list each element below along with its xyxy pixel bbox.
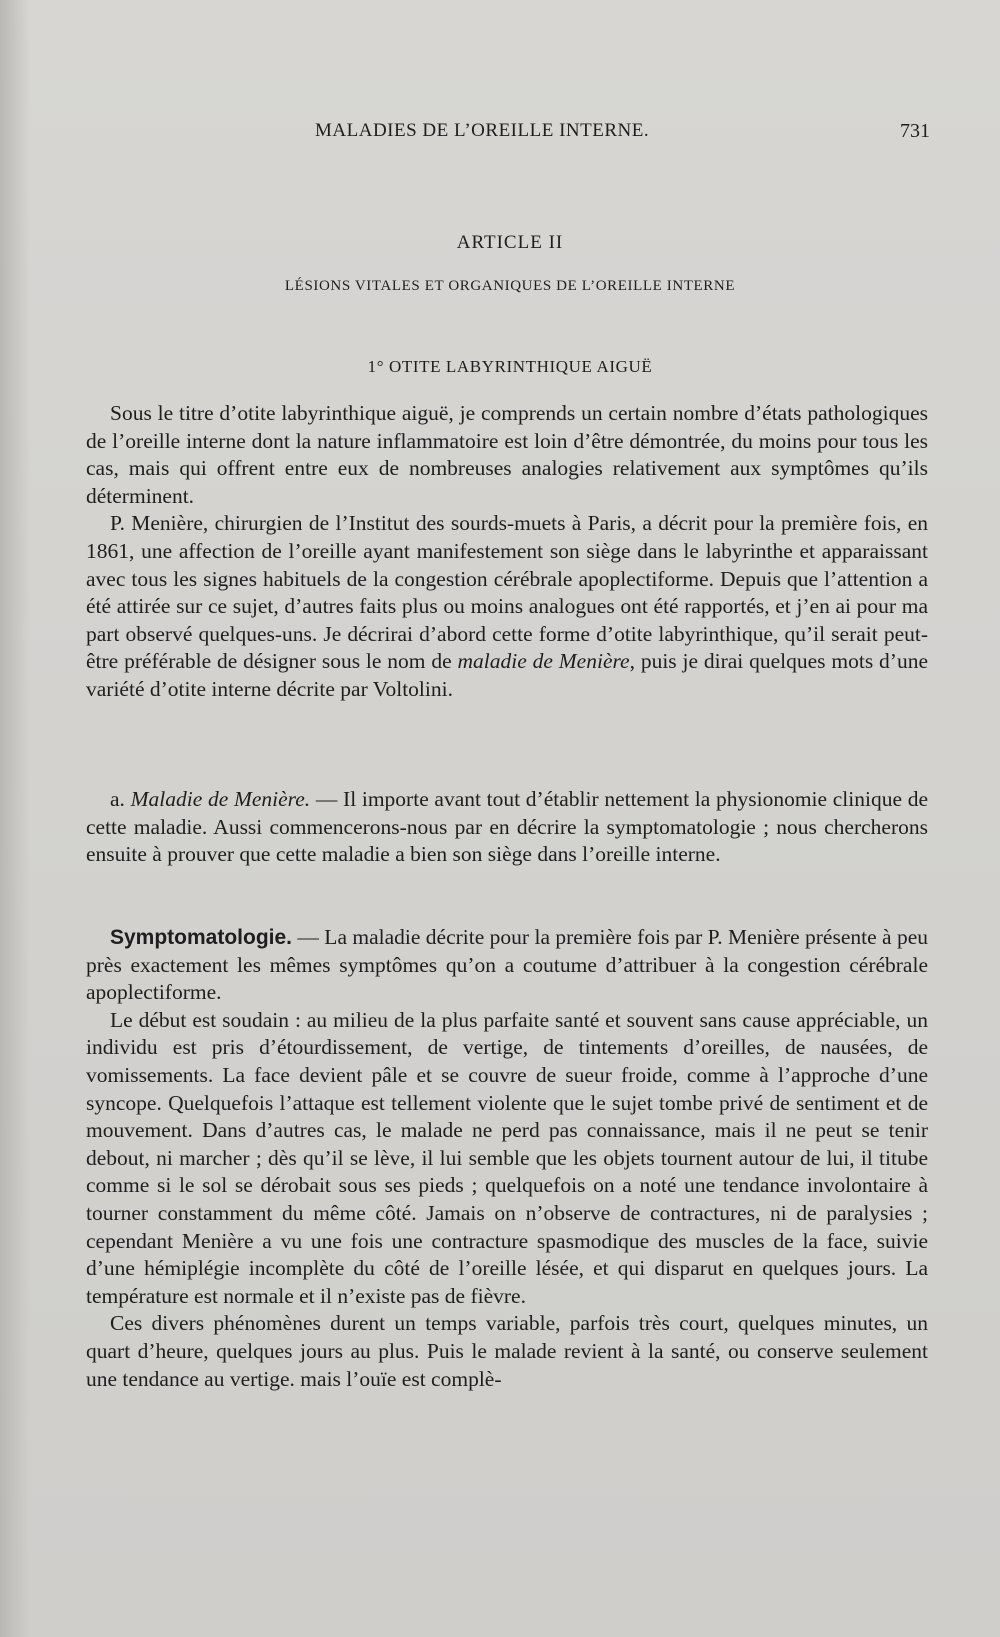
body-text-intro — [86, 400, 928, 704]
paragraph-2-emphasis: maladie de Menière — [457, 649, 630, 674]
paragraph-4-rest: — La maladie décrite pour la première fois par P. Menière présente à peu près exactement les mêmes symptômes qu’on a coutume d’attribuer à la congestion cérébrale apoplectiforme. — [86, 925, 928, 1005]
paragraph-2-part-a: P. Menière, chirurgien de l’Institut des sourds-muets à Paris, a décrit pour la première fois, en 1861, une affection de l’oreille ayant manifestement son siège dans le labyrinthe et apparaissant avec tous les signes habituels de la congestion cérébrale apoplectiforme. Depuis que l’attention a été attirée sur ce sujet, d’autres faits plus ou moins analogues ont été rapportés, et j’en ai pour ma part observé quelques-uns. Je décrirai d’abord cette forme d’otite labyrinthique, qu’il serait peut-être préférable de désigner sous le nom de — [86, 511, 928, 674]
paragraph-3 — [86, 786, 928, 869]
symptomatology-heading: Symptomatologie. — [110, 926, 293, 949]
paragraph-1: Sous le titre d’otite labyrinthique aiguë, je comprends un certain nombre d’états pathologiques de l’oreille interne dont la nature inflammatoire est loin d’être démontrée, du moins pour tous les cas, mais qui offrent entre eux de nombreuses analogies relativement aux symptômes qu’ils déterminent. — [86, 401, 928, 508]
paragraph-3-lead: a. — [110, 787, 125, 811]
section-title: 1° OTITE LABYRINTHIQUE AIGUË — [367, 357, 653, 376]
page-number: 731 — [900, 120, 930, 142]
paragraph-3-rest: — Il importe avant tout d’établir nettement la physionomie clinique de cette maladie. Aussi commencerons-nous par en décrire la symptomatologie ; nous chercherons ensuite à prouver que cette maladie a bien son siège dans l’oreille interne. — [86, 787, 928, 867]
paragraph-3-emphasis: Maladie de Menière. — [130, 787, 311, 811]
paragraph-4 — [86, 924, 928, 1007]
page-gutter-shadow — [0, 0, 30, 1637]
body-text-symptomatology — [86, 924, 928, 1393]
paragraph-2 — [86, 510, 928, 703]
body-text-subsection-a — [86, 786, 928, 869]
article-label: ARTICLE II — [456, 232, 564, 253]
running-head-title: MALADIES DE L’OREILLE INTERNE. — [315, 120, 650, 141]
paragraph-5: Le début est soudain : au milieu de la plus parfaite santé et souvent sans cause appréciable, un individu est pris d’étourdissement, de vertige, de tintements d’oreilles, de nausées, de vomissements. La face devient pâle et se couvre de sueur froide, comme à l’approche d’une syncope. Quelquefois l’attaque est tellement violente que le sujet tombe privé de sentiment et de mouvement. Dans d’autres cas, le malade ne perd pas connaissance, mais il ne peut se tenir debout, ni marcher ; dès qu’il se lève, il lui semble que les objets tournent autour de lui, il titube comme si le sol se dérobait sous ses pieds ; quelquefois on a noté une tendance involontaire à tourner constamment du même côté. Jamais on n’observe de contractures, ni de paralysies ; cependant Menière a vu une fois une contracture spasmodique des muscles de la face, suivie d’une hémiplégie incomplète du côté de l’oreille lésée, et qui disparut en quelques jours. La température est normale et il n’existe pas de fièvre. — [86, 1007, 928, 1308]
article-subtitle: LÉSIONS VITALES ET ORGANIQUES DE L’OREILLE INTERNE — [284, 278, 736, 294]
paragraph-2-part-b: , puis je dirai quelques mots d’une variété d’otite interne décrite par Voltolini. — [86, 649, 929, 701]
paragraph-6: Ces divers phénomènes durent un temps variable, parfois très court, quelques minutes, un quart d’heure, quelques jours au plus. Puis le malade revient à la santé, ou conserve seulement une tendance au vertige. mais l’ouïe est complè- — [86, 1311, 928, 1391]
running-head — [90, 120, 930, 154]
